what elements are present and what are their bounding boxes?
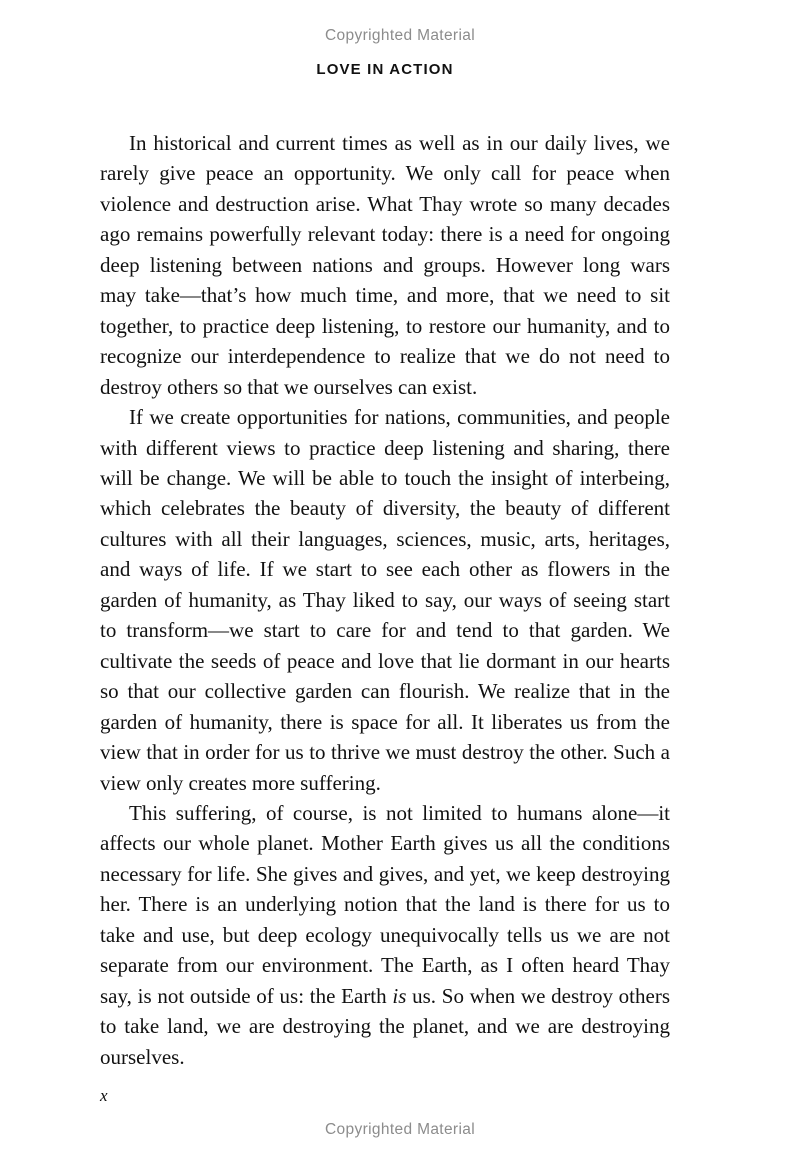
running-head-title: LOVE IN ACTION: [316, 61, 454, 78]
copyright-watermark-bottom: Copyrighted Material: [324, 1121, 475, 1138]
paragraph-1: In historical and current times as well as in our daily lives, we rarely give peace an opportunity. We only call for peace when violence and destruction arise. What Thay wrote so many decades ago remains powerfully relevant today: there is a need for ongoing deep listening between nations and groups. However long wars may take—that’s how much time, and more, that we need to sit together, to practice deep listening, to restore our humanity, and to recognize our interdependence to realize that we do not need to destroy others so that we ourselves can exist.: [100, 131, 670, 399]
paragraph-2: If we create opportunities for nations, communities, and people with different views to practice deep listening and sharing, there will be change. We will be able to touch the insight of interbeing, which celebrates the beauty of diversity, the beauty of different cultures with all their languages, sciences, music, arts, heritages, and ways of life. If we start to see each other as flowers in the garden of humanity, as Thay liked to say, our ways of seeing start to transform—we start to care for and tend to that garden. We cultivate the seeds of peace and love that lie dormant in our hearts so that our collective garden can flourish. We realize that in the garden of humanity, there is space for all. It liberates us from the view that in order for us to thrive we must destroy the other. Such a view only creates more suffering.: [100, 405, 670, 795]
paragraph-3: [100, 798, 670, 1072]
body-text-block: [100, 128, 670, 1072]
copyright-watermark-top: Copyrighted Material: [324, 27, 475, 44]
paragraph-3-emphasis: is: [392, 983, 407, 1008]
paragraph-3-text-before-emphasis: This suffering, of course, is not limited to humans alone—it affects our whole planet. Mother Earth gives us all the conditions necessary for life. She gives and gives, and yet, we keep destroying her. There is an underlying notion that the land is there for us to take and use, but deep ecology unequivocally tells us we are not separate from our environment. The Earth, as I often heard Thay say, is not outside of us: the Earth: [100, 800, 670, 1008]
paragraph-3-text-after-emphasis: us. So when we destroy others to take land, we are destroying the planet, and we are destroying ourselves.: [100, 983, 670, 1069]
page-number-folio: x: [100, 1086, 108, 1105]
